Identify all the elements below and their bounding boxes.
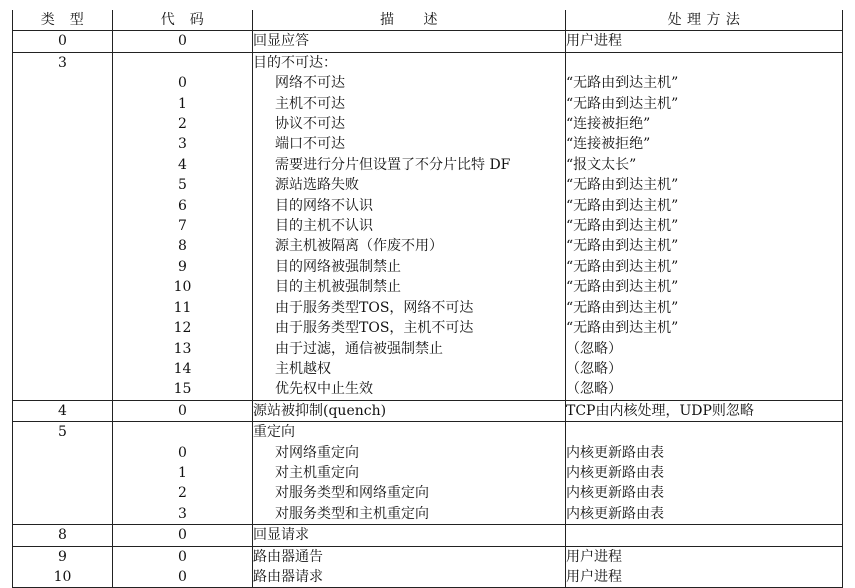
action-cell: “无路由到达主机”: [566, 196, 843, 216]
code-cell: 13: [113, 339, 253, 359]
type-cell: [13, 483, 113, 503]
description-cell: 目的主机不认识: [253, 216, 566, 236]
description-cell: 由于服务类型TOS，主机不可达: [253, 318, 566, 338]
code-cell: 3: [113, 504, 253, 525]
action-cell: “无路由到达主机”: [566, 236, 843, 256]
code-cell: 0: [113, 567, 253, 588]
code-cell: 4: [113, 155, 253, 175]
table-row: [13, 359, 843, 379]
table-body: [13, 31, 843, 588]
description-cell: 对网络重定向: [253, 443, 566, 463]
type-cell: [13, 155, 113, 175]
description-cell: 回显应答: [253, 31, 566, 52]
description-cell: 主机不可达: [253, 94, 566, 114]
description-cell: 回显请求: [253, 525, 566, 546]
action-cell: 用户进程: [566, 567, 843, 588]
description-cell: 源站被抑制(quench): [253, 400, 566, 421]
code-cell: [113, 52, 253, 73]
type-cell: [13, 73, 113, 93]
type-cell: [13, 114, 113, 134]
action-cell: “连接被拒绝”: [566, 114, 843, 134]
code-cell: 1: [113, 463, 253, 483]
description-cell: 源站选路失败: [253, 175, 566, 195]
description-cell: 路由器请求: [253, 567, 566, 588]
code-cell: 3: [113, 134, 253, 154]
code-cell: 14: [113, 359, 253, 379]
type-cell: [13, 196, 113, 216]
action-cell: （忽略）: [566, 339, 843, 359]
table-row: [13, 216, 843, 236]
type-cell: 5: [13, 422, 113, 443]
action-cell: [566, 422, 843, 443]
type-cell: [13, 359, 113, 379]
action-cell: “无路由到达主机”: [566, 216, 843, 236]
description-cell: 对服务类型和主机重定向: [253, 504, 566, 525]
table-row: [13, 31, 843, 52]
action-cell: （忽略）: [566, 359, 843, 379]
table-row: [13, 196, 843, 216]
description-cell: 主机越权: [253, 359, 566, 379]
description-cell: 对主机重定向: [253, 463, 566, 483]
description-cell: 协议不可达: [253, 114, 566, 134]
code-cell: 5: [113, 175, 253, 195]
action-cell: [566, 52, 843, 73]
header-row: [13, 10, 843, 31]
action-cell: 内核更新路由表: [566, 443, 843, 463]
table-row: [13, 567, 843, 588]
action-cell: [566, 525, 843, 546]
code-cell: 1: [113, 94, 253, 114]
type-cell: [13, 94, 113, 114]
description-cell: 路由器通告: [253, 546, 566, 567]
description-cell: 重定向: [253, 422, 566, 443]
description-cell: 端口不可达: [253, 134, 566, 154]
action-cell: 内核更新路由表: [566, 483, 843, 503]
code-cell: 0: [113, 73, 253, 93]
header-code: 代 码: [113, 10, 253, 31]
table-row: [13, 504, 843, 525]
code-cell: 9: [113, 257, 253, 277]
type-cell: 4: [13, 400, 113, 421]
table-row: [13, 422, 843, 443]
type-cell: [13, 318, 113, 338]
table-row: [13, 73, 843, 93]
type-cell: [13, 298, 113, 318]
action-cell: “无路由到达主机”: [566, 73, 843, 93]
header-type: 类 型: [13, 10, 113, 31]
code-cell: 10: [113, 277, 253, 297]
code-cell: 7: [113, 216, 253, 236]
table-row: [13, 155, 843, 175]
table-row: [13, 379, 843, 400]
type-cell: 10: [13, 567, 113, 588]
description-cell: 目的不可达：: [253, 52, 566, 73]
table-row: [13, 114, 843, 134]
action-cell: “无路由到达主机”: [566, 318, 843, 338]
type-cell: [13, 463, 113, 483]
code-cell: 0: [113, 443, 253, 463]
table-row: [13, 318, 843, 338]
table-row: [13, 483, 843, 503]
action-cell: 内核更新路由表: [566, 504, 843, 525]
description-cell: 由于过滤，通信被强制禁止: [253, 339, 566, 359]
description-cell: 目的网络不认识: [253, 196, 566, 216]
type-cell: [13, 236, 113, 256]
type-cell: 3: [13, 52, 113, 73]
type-cell: 8: [13, 525, 113, 546]
code-cell: 6: [113, 196, 253, 216]
type-cell: [13, 134, 113, 154]
description-cell: 需要进行分片但设置了不分片比特 DF: [253, 155, 566, 175]
table-row: [13, 94, 843, 114]
type-cell: 9: [13, 546, 113, 567]
action-cell: 用户进程: [566, 31, 843, 52]
table-row: [13, 236, 843, 256]
type-cell: [13, 339, 113, 359]
type-cell: [13, 277, 113, 297]
type-cell: [13, 257, 113, 277]
description-cell: 目的主机被强制禁止: [253, 277, 566, 297]
table-row: [13, 400, 843, 421]
action-cell: 用户进程: [566, 546, 843, 567]
code-cell: 11: [113, 298, 253, 318]
type-cell: [13, 216, 113, 236]
action-cell: “无路由到达主机”: [566, 257, 843, 277]
code-cell: 0: [113, 546, 253, 567]
code-cell: 12: [113, 318, 253, 338]
table-row: [13, 463, 843, 483]
action-cell: TCP由内核处理，UDP则忽略: [566, 400, 843, 421]
code-cell: 0: [113, 400, 253, 421]
type-cell: [13, 443, 113, 463]
type-cell: [13, 379, 113, 400]
description-cell: 源主机被隔离（作废不用）: [253, 236, 566, 256]
description-cell: 目的网络被强制禁止: [253, 257, 566, 277]
table-row: [13, 525, 843, 546]
table-row: [13, 546, 843, 567]
table-row: [13, 339, 843, 359]
code-cell: 2: [113, 483, 253, 503]
code-cell: 0: [113, 525, 253, 546]
table-row: [13, 134, 843, 154]
description-cell: 优先权中止生效: [253, 379, 566, 400]
type-cell: [13, 504, 113, 525]
table-header: [13, 10, 843, 31]
header-description: 描 述: [253, 10, 566, 31]
description-cell: 网络不可达: [253, 73, 566, 93]
action-cell: “无路由到达主机”: [566, 298, 843, 318]
type-cell: [13, 175, 113, 195]
action-cell: 内核更新路由表: [566, 463, 843, 483]
type-cell: 0: [13, 31, 113, 52]
code-cell: 0: [113, 31, 253, 52]
icmp-message-table: [12, 10, 843, 588]
table-row: [13, 277, 843, 297]
action-cell: “连接被拒绝”: [566, 134, 843, 154]
action-cell: “无路由到达主机”: [566, 94, 843, 114]
table-row: [13, 298, 843, 318]
action-cell: （忽略）: [566, 379, 843, 400]
table-row: [13, 257, 843, 277]
code-cell: [113, 422, 253, 443]
code-cell: 8: [113, 236, 253, 256]
code-cell: 2: [113, 114, 253, 134]
action-cell: “无路由到达主机”: [566, 277, 843, 297]
table-row: [13, 443, 843, 463]
code-cell: 15: [113, 379, 253, 400]
header-action: 处 理 方 法: [566, 10, 843, 31]
table-row: [13, 175, 843, 195]
description-cell: 对服务类型和网络重定向: [253, 483, 566, 503]
action-cell: “无路由到达主机”: [566, 175, 843, 195]
action-cell: “报文太长”: [566, 155, 843, 175]
description-cell: 由于服务类型TOS，网络不可达: [253, 298, 566, 318]
table-row: [13, 52, 843, 73]
